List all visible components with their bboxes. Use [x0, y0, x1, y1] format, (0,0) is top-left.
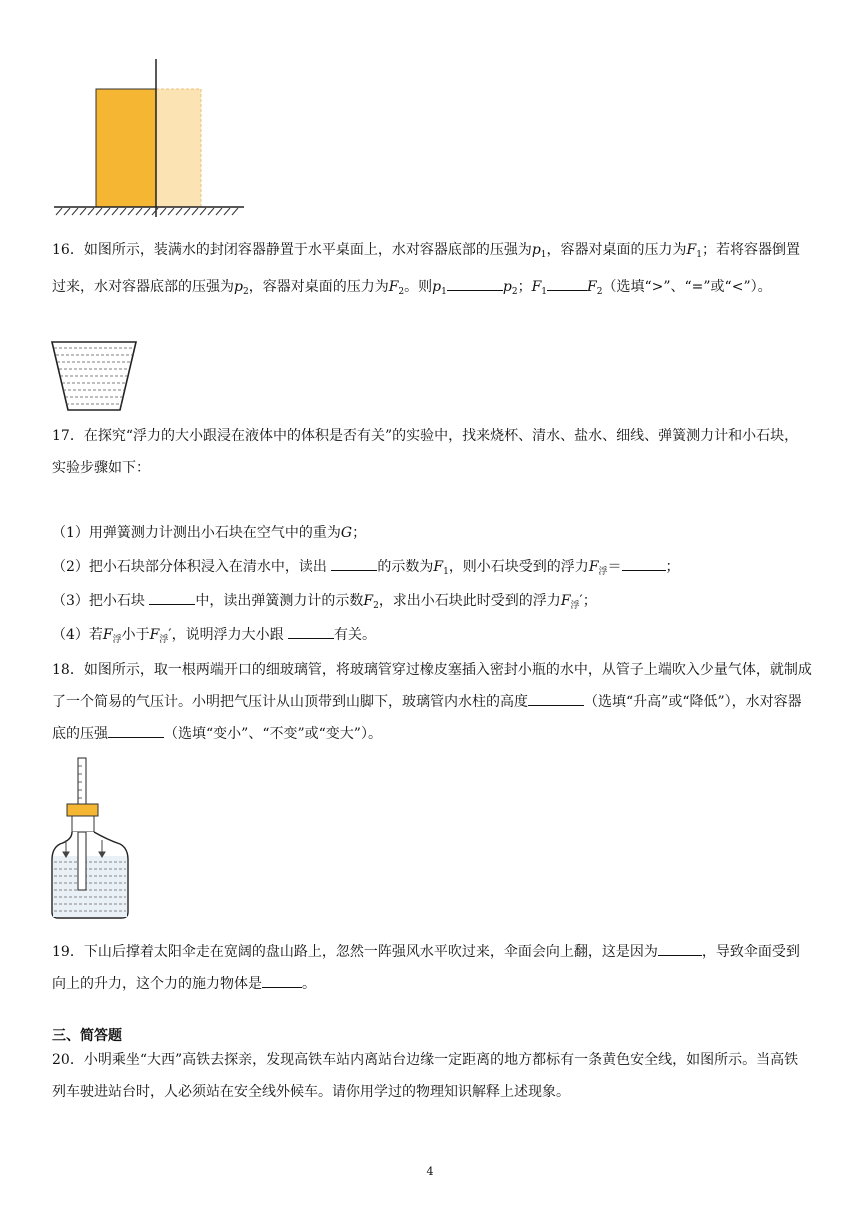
- page-number: 4: [426, 1165, 434, 1178]
- question-20: 20．小明乘坐“大西”高铁去探亲，发现高铁车站内离站台边缘一定距离的地方都标有一条黄色安全线，如图所示。当高铁列车驶进站台时，人必须站在安全线外候车。请你用学过的物理知识解释上述现象。: [52, 1052, 799, 1100]
- question-19: 19．下山后撑着太阳伞走在宽阔的盘山路上，忽然一阵强风水平吹过来，伞面会向上翻，这是因为 ，导致伞面受到向上的升力，这个力的施力物体是 。: [52, 936, 812, 1000]
- answer-blank[interactable]: [331, 556, 377, 571]
- answer-blank[interactable]: [288, 624, 334, 639]
- answer-blank[interactable]: [447, 276, 503, 291]
- answer-blank[interactable]: [622, 556, 666, 571]
- q17-step-2: （2）把小石块部分体积浸入在清水中，读出 的示数为$F_1$，则小石块受到的浮力$F_浮=$ ；: [52, 556, 680, 577]
- question-18: 18．如图所示，取一根两端开口的细玻璃管，将玻璃管穿过橡皮塞插入密封小瓶的水中，从管子上端吹入少量气体，就制成了一个简易的气压计。小明把气压计从山顶带到山脚下，玻璃管内水柱的高度 （选填“升高”或“降低”），水对容器底的压强 （选填“变小”、“不变”或“变大”）。: [52, 662, 812, 742]
- section-heading: 三、简答题: [52, 1028, 122, 1044]
- q17-step-4: （4）若$F_浮$小于$F_浮'$，说明浮力大小跟 有关。: [52, 624, 376, 645]
- q17-step-1: （1）用弹簧测力计测出小石块在空气中的重为G；: [52, 525, 367, 541]
- question-17: 17．在探究“浮力的大小跟浸在液体中的体积是否有关”的实验中，找来烧杯、清水、盐水、细线、弹簧测力计和小石块，实验步骤如下：: [52, 428, 799, 476]
- answer-blank[interactable]: [108, 723, 164, 738]
- answer-blank[interactable]: [528, 691, 584, 706]
- q17-step-3: （3）把小石块 中，读出弹簧测力计的示数$F_2$，求出小石块此时受到的浮力$F_浮'$；: [52, 590, 597, 611]
- answer-blank[interactable]: [547, 276, 587, 291]
- block-figure: [50, 55, 250, 220]
- barometer-bottle-figure: [48, 756, 132, 922]
- answer-blank[interactable]: [262, 973, 302, 988]
- sealed-container-figure: [48, 338, 140, 414]
- answer-blank[interactable]: [149, 590, 195, 605]
- answer-blank[interactable]: [658, 941, 702, 956]
- question-16: 16．如图所示，装满水的封闭容器静置于水平桌面上，水对容器底部的压强为$p_1$，容器对桌面的压力为$F_1$；若将容器倒置过来，水对容器底部的压强为$p_2$，容器对桌面的压力为$F_2$。则$p_1$ $p_2$；$F_1$ $F_2$（选填“>”、“=”或“<”）。: [52, 242, 800, 297]
